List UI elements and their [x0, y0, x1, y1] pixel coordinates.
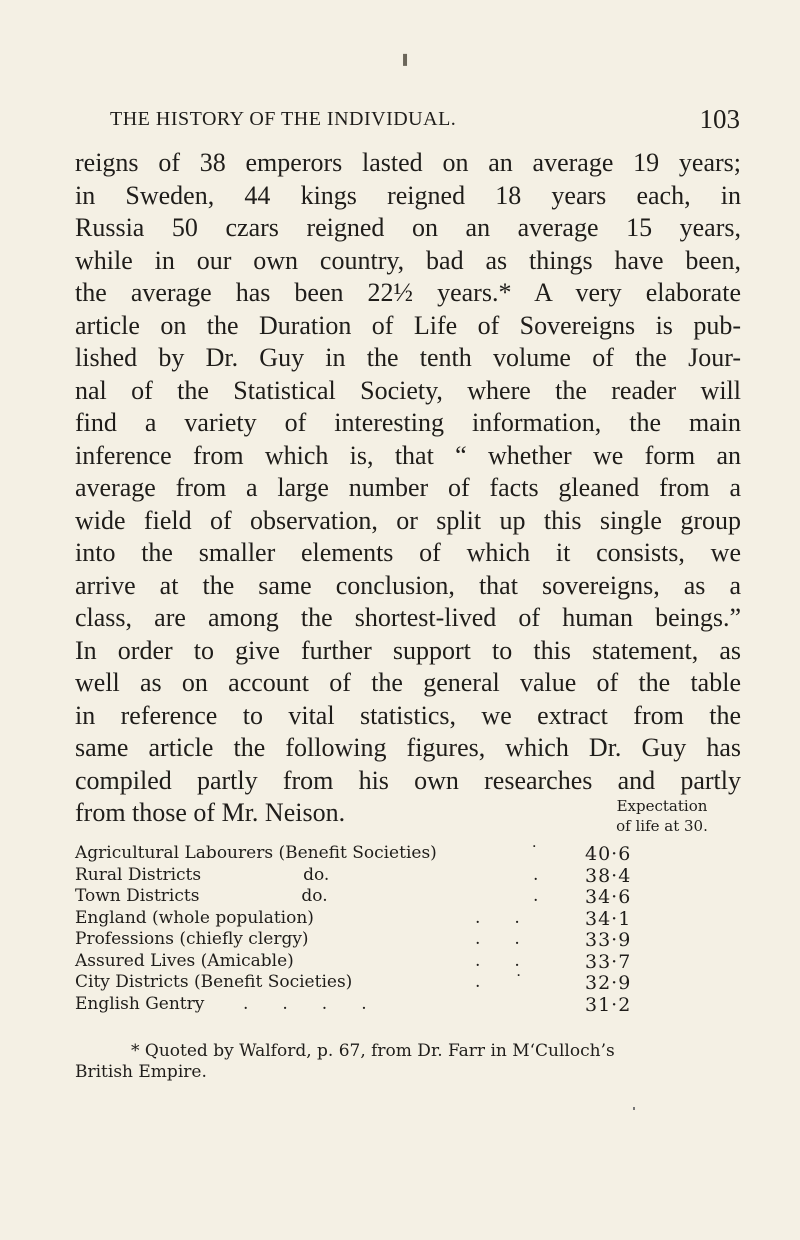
table-row [75, 865, 755, 887]
running-header [110, 104, 740, 138]
table-row [75, 929, 755, 951]
body-line: average from a large number of facts gleaned from a [75, 473, 741, 502]
row-leader: . . [475, 907, 520, 928]
table-column-header [562, 796, 762, 836]
row-leader: . [533, 886, 539, 906]
table-header-line: of life at 30. [616, 817, 708, 835]
running-title: THE HISTORY OF THE INDIVIDUAL. [110, 108, 457, 130]
body-line: in reference to vital statistics, we extract from the [75, 700, 741, 730]
table-row [75, 994, 755, 1016]
row-label: Town Districts do. [75, 886, 328, 906]
body-line: article on the Duration of Life of Sovereigns is pub- [75, 310, 741, 340]
row-leader: . ˙ [475, 972, 523, 992]
body-line: compiled partly from his own researches and partly [75, 765, 741, 795]
body-paragraph [75, 147, 741, 830]
row-label: Assured Lives (Amicable) [75, 950, 294, 971]
row-leader: . . [475, 950, 520, 971]
body-line: well as on account of the general value of the table [75, 668, 741, 697]
table-row [75, 908, 755, 930]
row-leader: . . . . [243, 993, 367, 1014]
row-label: English Gentry [75, 993, 205, 1014]
body-line: In order to give further support to this statement, as [75, 635, 741, 665]
body-line: in Sweden, 44 kings reigned 18 years each, in [75, 180, 741, 210]
print-speck [633, 1107, 635, 1110]
row-label: Professions (chiefly clergy) [75, 929, 309, 949]
table-row [75, 886, 755, 908]
row-value: 31·2 [585, 993, 632, 1016]
body-line: arrive at the same conclusion, that sovereigns, as a [75, 570, 741, 600]
row-value: 40·6 [585, 843, 632, 865]
footnote-line: British Empire. [75, 1062, 207, 1082]
row-label: England (whole population) [75, 907, 314, 928]
row-leader: ˙ [530, 843, 539, 863]
body-line: while in our own country, bad as things have been, [75, 245, 741, 275]
body-line: reigns of 38 emperors lasted on an average 19 years; [75, 148, 741, 177]
body-line: inference from which is, that “ whether we form an [75, 440, 741, 470]
table-row [75, 951, 755, 973]
table-row [75, 972, 755, 994]
row-value: 32·9 [585, 972, 632, 994]
body-line: from those of Mr. Neison. [75, 798, 346, 827]
page-number: 103 [699, 104, 740, 134]
body-line: Russia 50 czars reigned on an average 15 years, [75, 213, 741, 242]
row-label: City Districts (Benefit Societies) [75, 972, 353, 992]
footnote-line: * Quoted by Walford, p. 67, from Dr. Farr in M‘Culloch’s [131, 1041, 615, 1061]
footnote [75, 1041, 755, 1083]
body-line: lished by Dr. Guy in the tenth volume of the Jour- [75, 343, 741, 372]
table-header-line: Expectation [616, 797, 708, 815]
row-label: Rural Districts do. [75, 864, 330, 885]
body-line: class, are among the shortest-lived of human beings.” [75, 603, 741, 632]
body-line: into the smaller elements of which it consists, we [75, 538, 741, 567]
life-expectancy-table [75, 843, 755, 1015]
row-value: 38·4 [585, 864, 632, 887]
body-line: nal of the Statistical Society, where the reader will [75, 375, 741, 405]
row-value: 34·6 [585, 886, 632, 908]
table-row [75, 843, 755, 865]
body-line: wide field of observation, or split up this single group [75, 505, 741, 535]
row-value: 34·1 [585, 907, 632, 930]
row-leader: . [533, 864, 539, 885]
row-value: 33·7 [585, 950, 632, 973]
row-label: Agricultural Labourers (Benefit Societies) [75, 843, 437, 863]
row-value: 33·9 [585, 929, 632, 951]
row-leader: . . [475, 929, 520, 949]
body-line: the average has been 22½ years.* A very elaborate [75, 278, 741, 307]
body-line: same article the following figures, which Dr. Guy has [75, 733, 741, 762]
printers-mark: ❚ [400, 52, 411, 66]
body-line: find a variety of interesting information, the main [75, 408, 741, 437]
